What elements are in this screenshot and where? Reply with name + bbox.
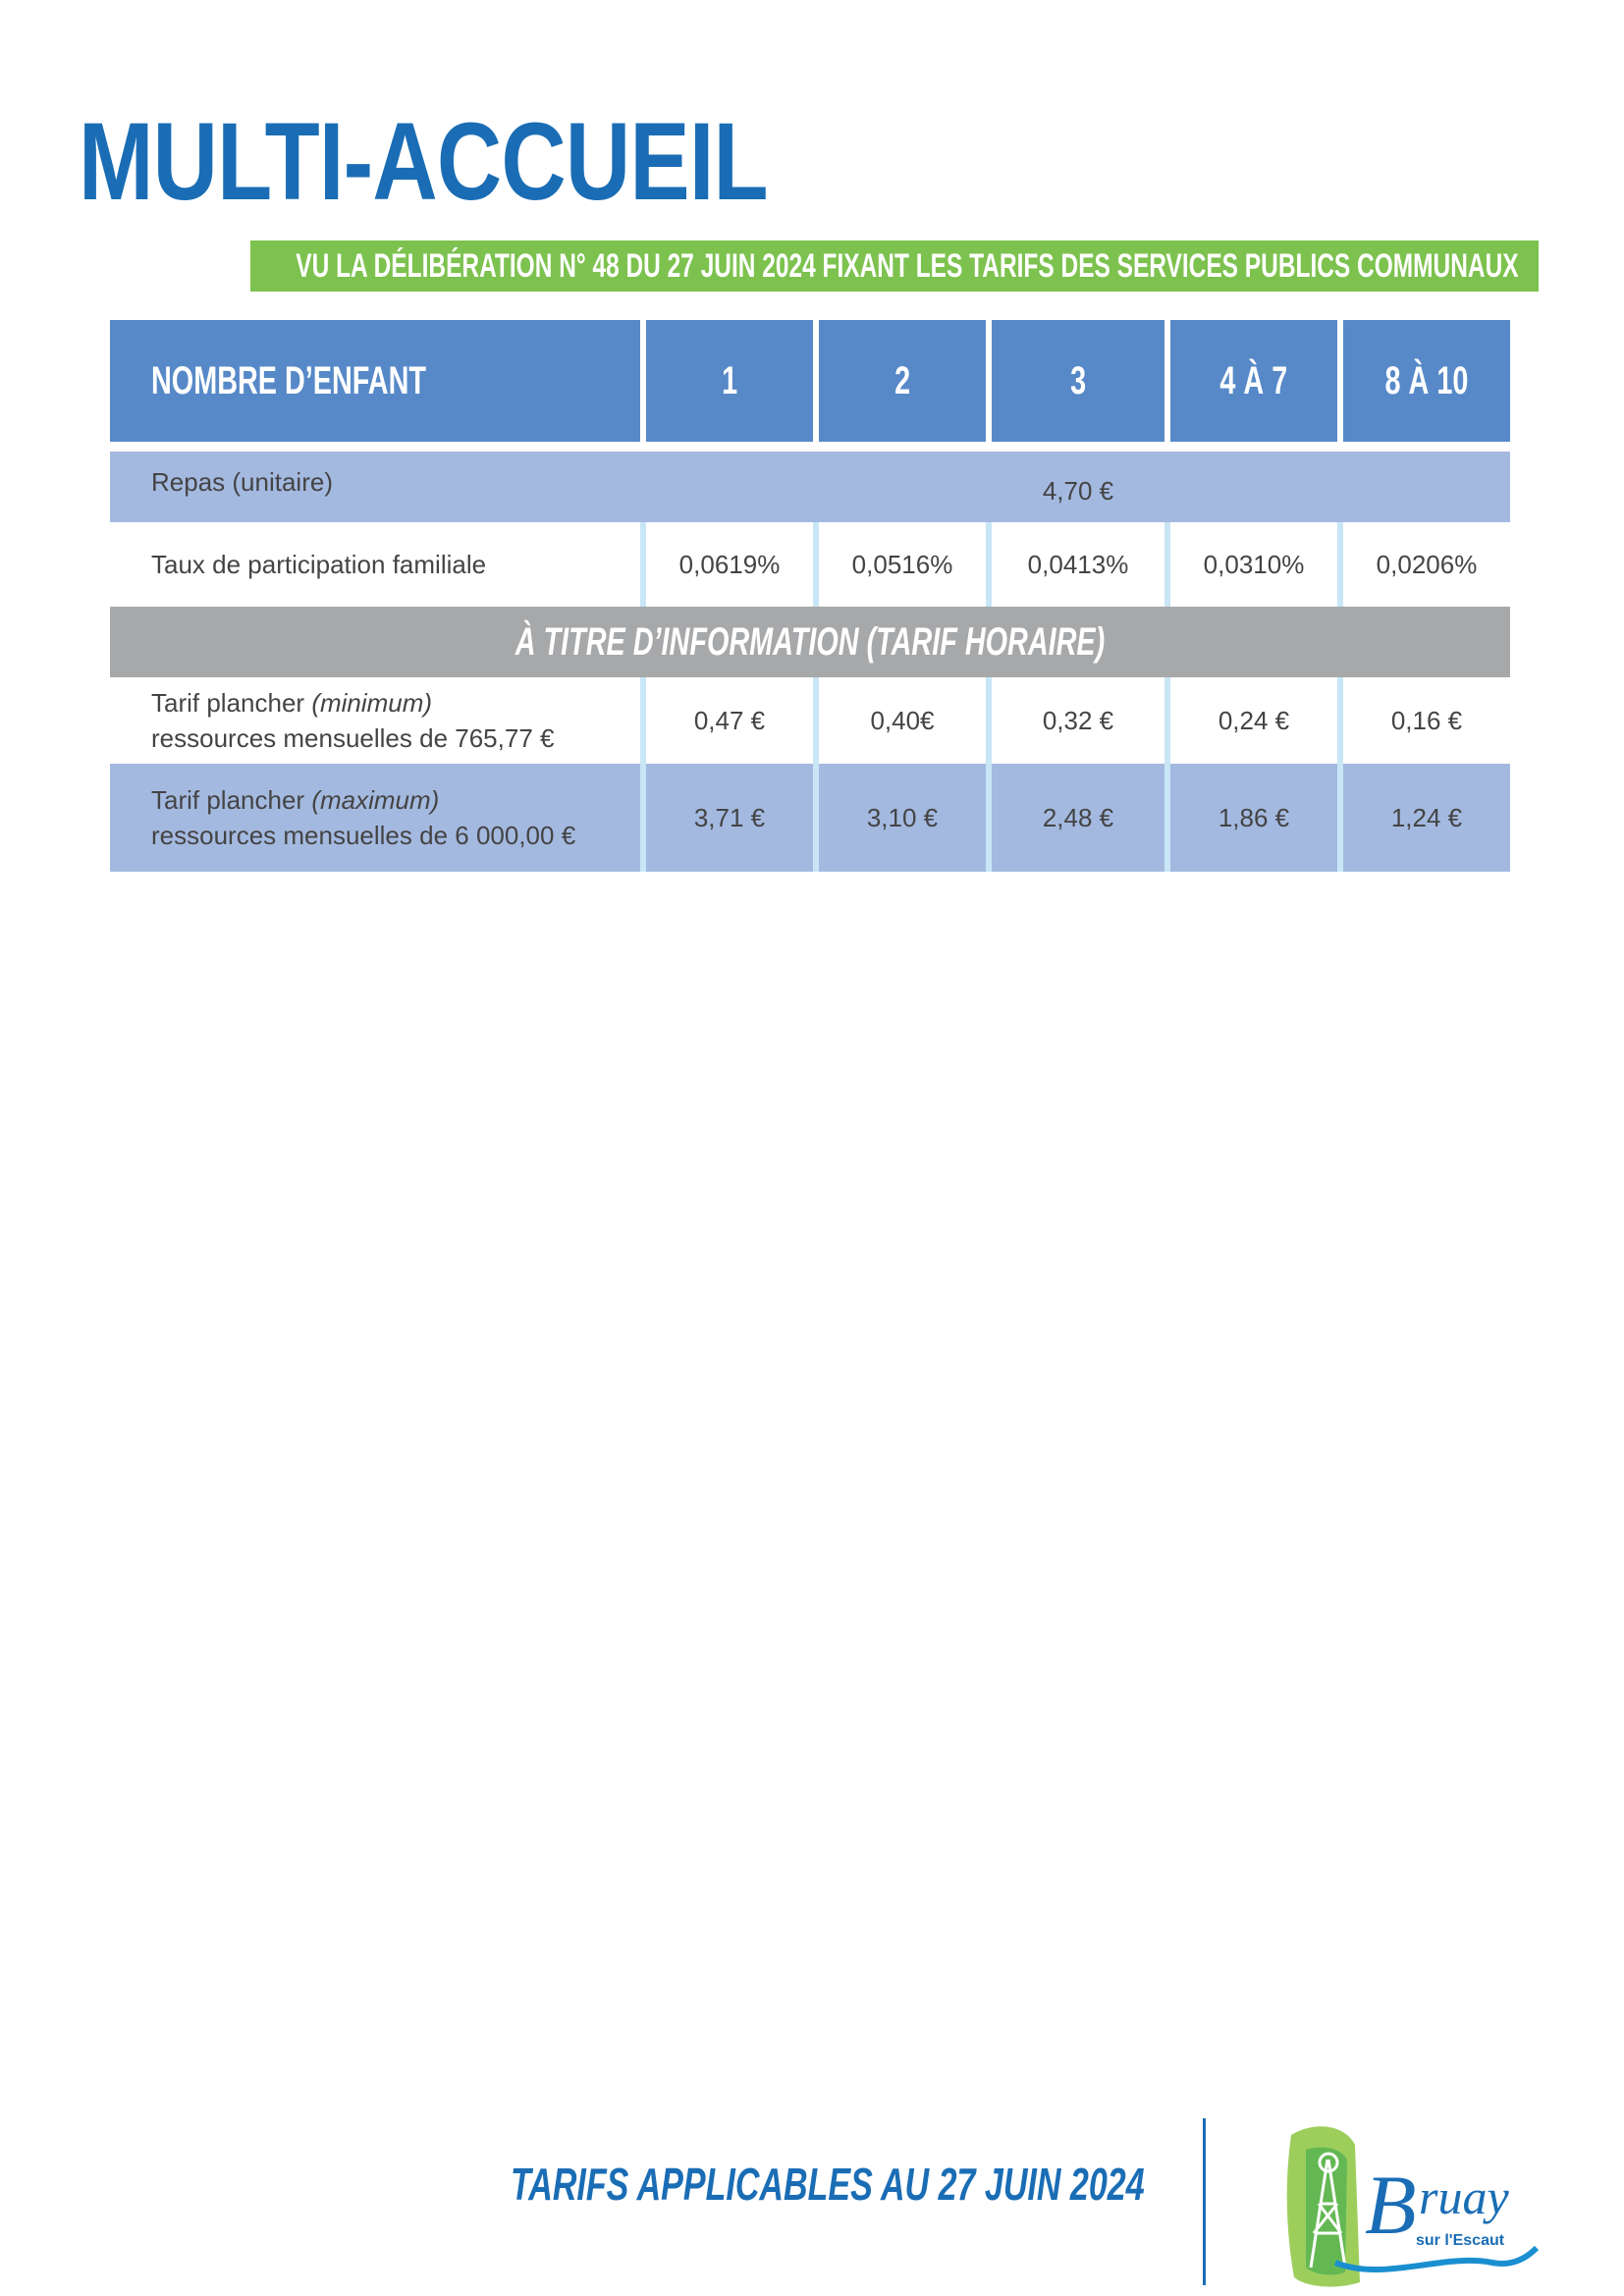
header-label-cell bbox=[110, 320, 640, 442]
svg-text:B: B bbox=[1365, 2158, 1417, 2252]
max-value-4: 1,86 € bbox=[1218, 802, 1290, 832]
table-header-row bbox=[110, 320, 1510, 442]
max-value-1: 3,71 € bbox=[693, 802, 766, 832]
footer-divider bbox=[1203, 2118, 1206, 2285]
max-value-2: 3,10 € bbox=[866, 802, 939, 832]
min-value-4: 0,24 € bbox=[1218, 705, 1290, 735]
max-label-cell: Tarif plancher (maximum) ressources mensuelles de 6 000,00 € bbox=[151, 785, 576, 850]
header-col-2: 2 bbox=[819, 320, 986, 442]
repas-value: 4,70 € bbox=[1042, 475, 1114, 506]
info-title: À TITRE D’INFORMATION (TARIF HORAIRE) bbox=[514, 619, 1106, 664]
max-label-italic: (maximum) bbox=[311, 785, 440, 815]
table-row-max bbox=[110, 764, 1510, 872]
header-col-4: 4 À 7 bbox=[1170, 320, 1337, 442]
min-value-5: 0,16 € bbox=[1390, 705, 1463, 735]
table-row-taux bbox=[110, 522, 1510, 607]
header-col-5: 8 À 10 bbox=[1343, 320, 1510, 442]
svg-text:sur l'Escaut: sur l'Escaut bbox=[1416, 2232, 1505, 2249]
taux-value-5: 0,0206% bbox=[1376, 549, 1478, 579]
taux-label: Taux de participation familiale bbox=[151, 549, 487, 579]
min-value-1: 0,47 € bbox=[693, 705, 766, 735]
header-col-1: 1 bbox=[646, 320, 813, 442]
table-row-min bbox=[110, 677, 1510, 764]
header-label: NOMBRE D’ENFANT bbox=[151, 358, 427, 402]
header-col-3: 3 bbox=[992, 320, 1164, 442]
min-value-3: 0,32 € bbox=[1042, 705, 1114, 735]
min-label-cell: Tarif plancher (minimum) ressources mensuelles de 765,77 € bbox=[151, 688, 555, 753]
deliberation-banner bbox=[250, 240, 1539, 292]
max-value-5: 1,24 € bbox=[1390, 802, 1463, 832]
svg-text:ruay: ruay bbox=[1419, 2169, 1509, 2224]
repas-label: Repas (unitaire) bbox=[151, 467, 333, 497]
max-value-3: 2,48 € bbox=[1042, 802, 1114, 832]
footer-applicable-date: TARIFS APPLICABLES AU 27 JUIN 2024 bbox=[511, 2159, 1145, 2210]
min-value-2: 0,40€ bbox=[870, 705, 935, 735]
min-label-line2: ressources mensuelles de 765,77 € bbox=[151, 723, 555, 753]
deliberation-banner-text: VU LA DÉLIBÉRATION N° 48 DU 27 JUIN 2024 FIXANT LES TARIFS DES SERVICES PUBLICS COMMUNAUX bbox=[296, 247, 1519, 285]
info-row bbox=[110, 607, 1510, 677]
min-label-italic: (minimum) bbox=[311, 688, 433, 718]
taux-value-4: 0,0310% bbox=[1203, 549, 1305, 579]
bruay-logo bbox=[1276, 2115, 1551, 2292]
taux-value-3: 0,0413% bbox=[1027, 549, 1129, 579]
taux-value-2: 0,0516% bbox=[851, 549, 953, 579]
table-row-repas bbox=[110, 452, 1510, 522]
taux-value-1: 0,0619% bbox=[678, 549, 781, 579]
page-title: MULTI-ACCUEIL bbox=[79, 100, 768, 223]
max-label-line2: ressources mensuelles de 6 000,00 € bbox=[151, 821, 576, 850]
